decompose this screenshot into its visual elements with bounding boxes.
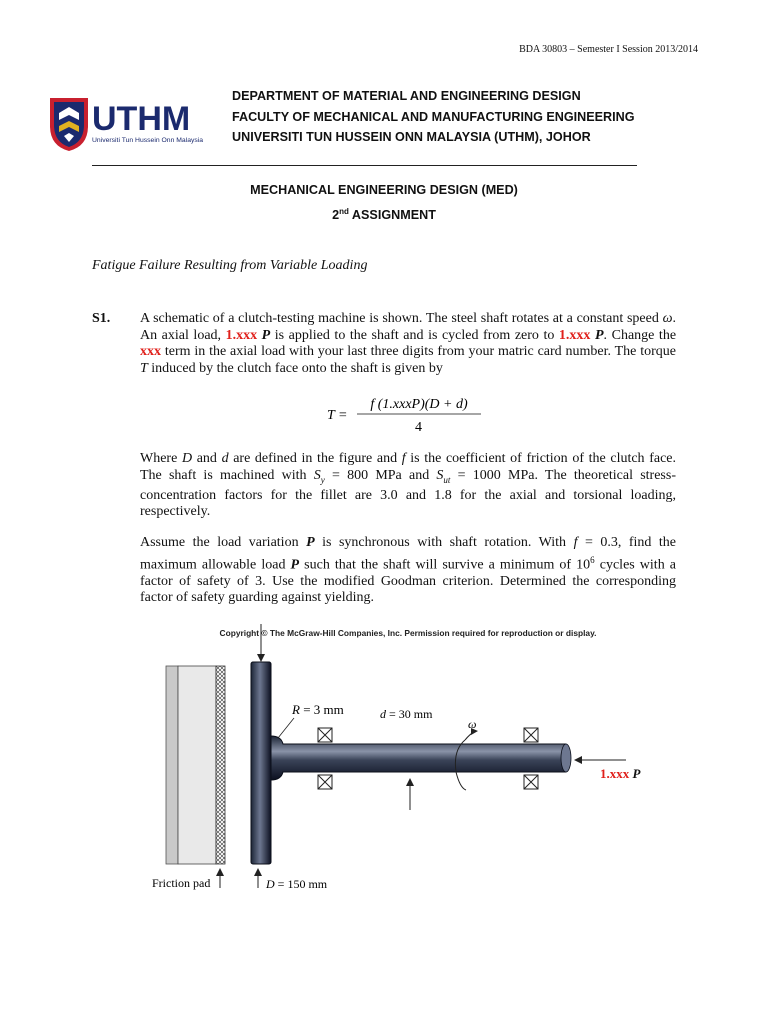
section-arrow-icon: [406, 778, 414, 786]
department-name: DEPARTMENT OF MATERIAL AND ENGINEERING DESIGN: [232, 89, 581, 103]
clutch-machine-figure: [148, 622, 668, 902]
figure-copyright: Copyright © The McGraw-Hill Companies, Inc. Permission required for reproduction or display.: [219, 628, 597, 638]
top-arrow-icon: [257, 654, 265, 662]
formula-lhs: T =: [327, 408, 348, 423]
question-paragraph-2: Where D and d are defined in the figure and f is the coefficient of friction of the clutch face. The shaft is machined with $S_y = 800$ MPa and $S_{ut} = 1000$ MPa. The theoretical stress-concentration factors for the fillet are 3.0 and 1.8 for the axial and torsional loading, respectively.: [140, 451, 676, 520]
logo-subtitle: Universiti Tun Hussein Onn Malaysia: [92, 137, 204, 144]
omega-label: ω: [468, 717, 477, 731]
clutch-disk: [251, 662, 271, 864]
institution-block: [232, 86, 635, 148]
logo-name: UTHM: [92, 100, 191, 138]
faculty-name: FACULTY OF MECHANICAL AND MANUFACTURING ENGINEERING: [232, 109, 635, 124]
friction-pad: [216, 666, 225, 864]
torque-formula: [0, 392, 768, 438]
course-title: MECHANICAL ENGINEERING DESIGN (MED): [250, 183, 518, 197]
axial-load-label: 1.xxx P: [600, 766, 641, 781]
housing-back: [166, 666, 178, 864]
question-paragraph-3: Assume the load variation P is synchronous with shaft rotation. With f = 0.3, find the maximum allowable load P such that the shaft will survive a minimum of $10^6$ cycles with a factor of safety of 3. Use the modified Goodman criterion. Determined the corresponding factor of safety guarding against yielding.: [140, 535, 676, 606]
uthm-crest-icon: [50, 98, 88, 151]
formula-numerator: f (1.xxxP)(D + d): [370, 397, 468, 412]
header-divider: [92, 165, 637, 166]
shaft-end: [561, 744, 571, 772]
shaft-diameter-label: d = 30 mm: [380, 707, 433, 721]
course-reference: BDA 30803 – Semester I Session 2013/2014: [519, 44, 698, 55]
shaft: [271, 736, 569, 780]
friction-pad-label: Friction pad: [152, 876, 211, 890]
formula-denominator: 4: [415, 420, 422, 435]
fillet-radius-label: R = 3 mm: [292, 702, 344, 717]
question-number: S1.: [92, 311, 111, 326]
assignment-title: 2nd ASSIGNMENT: [332, 207, 436, 223]
axial-load-arrow-icon: [574, 756, 582, 764]
disk-diameter-label: D = 150 mm: [266, 877, 328, 891]
housing-block: [178, 666, 216, 864]
topic-heading: Fatigue Failure Resulting from Variable Loading: [92, 258, 368, 273]
uthm-logo: [48, 96, 228, 152]
question-paragraph-1: A schematic of a clutch-testing machine is shown. The steel shaft rotates at a constant speed ω. An axial load, 1.xxx P is applied to the shaft and is cycled from zero to 1.xxx P. Change the xxx term in the axial load with your last three digits from your matric card number. The torque T induced by the clutch face onto the shaft is given by: [140, 311, 677, 376]
university-name: UNIVERSITI TUN HUSSEIN ONN MALAYSIA (UTHM), JOHOR: [232, 130, 591, 144]
document-title: [0, 179, 768, 226]
